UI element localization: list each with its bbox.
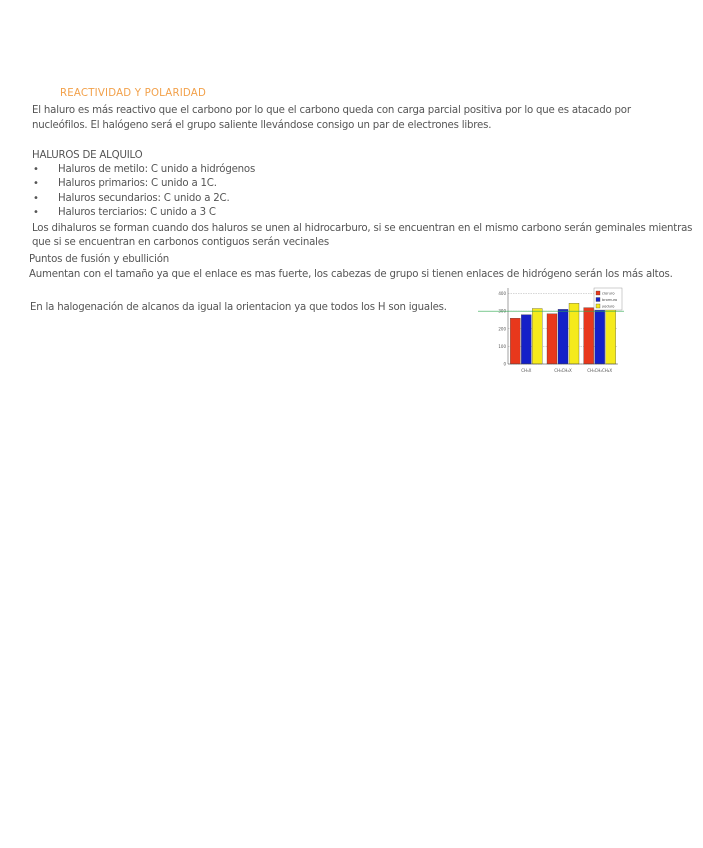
intro-line-1: El haluro es más reactivo que el carbono por lo que el carbono queda con carga parcial positiva por lo que es atacado por xyxy=(32,105,631,116)
y-tick-label: 100 xyxy=(498,343,506,349)
bar xyxy=(547,314,557,364)
halogenacion-text: En la halogenación de alcanos da igual la orientacion ya que todos los H son iguales. xyxy=(30,302,447,313)
x-tick-label: CH₃CH₂X xyxy=(554,368,572,373)
bullet-dot: • xyxy=(33,164,39,175)
boiling-point-chart xyxy=(478,282,626,378)
bar xyxy=(532,309,542,365)
y-tick-label: 400 xyxy=(498,291,506,297)
legend-swatch xyxy=(596,304,600,308)
haluros-item-metilo: Haluros de metilo: C unido a hidrógenos xyxy=(58,164,256,175)
x-tick-label: CH₃CH₂CH₂X xyxy=(587,368,613,373)
legend-swatch xyxy=(596,298,600,302)
chart-legend xyxy=(594,288,622,310)
bullet-dot: • xyxy=(33,178,39,189)
x-tick-label: CH₃X xyxy=(521,368,532,373)
bullet-dot: • xyxy=(33,207,39,218)
section-title: REACTIVIDAD Y POLARIDAD xyxy=(60,88,207,99)
bullet-dot: • xyxy=(33,193,39,204)
haluros-item-secundarios: Haluros secundarios: C unido a 2C. xyxy=(58,193,230,204)
dihaluros-line-1: Los dihaluros se forman cuando dos haluros se unen al hidrocarburo, si se encuentran en el mismo carbono serán geminales mientras xyxy=(32,223,693,234)
y-tick-label: 300 xyxy=(498,308,506,314)
y-tick-label: 200 xyxy=(498,326,506,332)
haluros-title: HALUROS DE ALQUILO xyxy=(32,150,143,161)
intro-line-2: nucleófilos. El halógeno será el grupo saliente llevándose consigo un par de electrones libres. xyxy=(32,120,492,131)
puntos-title: Puntos de fusión y ebullición xyxy=(29,254,170,265)
legend-swatch xyxy=(596,291,600,295)
haluros-item-primarios: Haluros primarios: C unido a 1C. xyxy=(58,178,217,189)
bar xyxy=(595,303,605,364)
bar xyxy=(569,303,579,364)
bar xyxy=(584,308,594,364)
bar xyxy=(558,309,568,364)
haluros-item-terciarios: Haluros terciarios: C unido a 3 C xyxy=(58,207,216,218)
puntos-text: Aumentan con el tamaño ya que el enlace es mas fuerte, los cabezas de grupo si tienen enlaces de hidrógeno serán los más altos. xyxy=(29,269,673,280)
legend-label: yoduro xyxy=(602,304,615,309)
dihaluros-line-2: que si se encuentran en carbonos contiguos serán vecinales xyxy=(32,237,329,248)
legend-label: bromuro xyxy=(602,297,618,302)
bar xyxy=(510,318,520,364)
bar xyxy=(521,315,531,364)
legend-label: cloruro xyxy=(602,291,615,296)
y-tick-label: 0 xyxy=(503,361,506,367)
